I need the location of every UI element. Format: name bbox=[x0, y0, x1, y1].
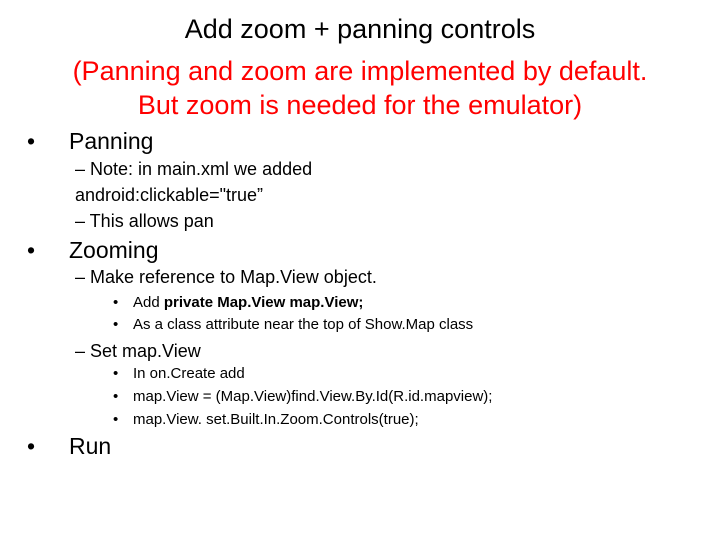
add-declaration: private Map.View map.View; bbox=[163, 294, 364, 311]
bullet-icon: • bbox=[113, 294, 119, 311]
panning-clickable: android:clickable="true” bbox=[75, 185, 263, 205]
bullet-icon: • bbox=[27, 433, 36, 459]
bullet-panning bbox=[27, 127, 153, 155]
zooming-add-private bbox=[113, 293, 363, 313]
bullet-run-label: Run bbox=[69, 433, 112, 459]
zooming-set-mapview: – Set map.View bbox=[75, 341, 201, 361]
class-attribute-text: As a class attribute near the top of Show.Map class bbox=[133, 316, 474, 333]
add-prefix: Add bbox=[133, 294, 164, 311]
bullet-icon: • bbox=[113, 388, 119, 405]
zoomcontrols-text: map.View. set.Built.In.Zoom.Controls(true); bbox=[133, 411, 419, 428]
bullet-icon: • bbox=[27, 128, 36, 154]
zooming-make-reference: – Make reference to Map.View object. bbox=[75, 267, 377, 287]
title-note-line-1: (Panning and zoom are implemented by default. bbox=[72, 56, 648, 86]
zooming-findview bbox=[113, 387, 492, 407]
panning-note: – Note: in main.xml we added bbox=[75, 159, 313, 179]
zooming-class-attribute bbox=[113, 315, 473, 335]
bullet-run bbox=[27, 432, 111, 460]
bullet-icon: • bbox=[113, 316, 119, 333]
panning-allows: – This allows pan bbox=[75, 211, 214, 231]
zooming-oncreate bbox=[113, 364, 245, 384]
findview-text: map.View = (Map.View)find.View.By.Id(R.id.mapview); bbox=[133, 388, 493, 405]
bullet-panning-label: Panning bbox=[69, 128, 154, 154]
oncreate-text: In on.Create add bbox=[133, 365, 245, 382]
zooming-zoomcontrols bbox=[113, 410, 419, 430]
title-note-line-2: But zoom is needed for the emulator) bbox=[137, 90, 583, 120]
slide-title: Add zoom + panning controls bbox=[184, 14, 536, 44]
bullet-icon: • bbox=[27, 237, 36, 263]
bullet-icon: • bbox=[113, 411, 119, 428]
bullet-zooming bbox=[27, 236, 158, 264]
bullet-icon: • bbox=[113, 365, 119, 382]
bullet-zooming-label: Zooming bbox=[69, 237, 159, 263]
